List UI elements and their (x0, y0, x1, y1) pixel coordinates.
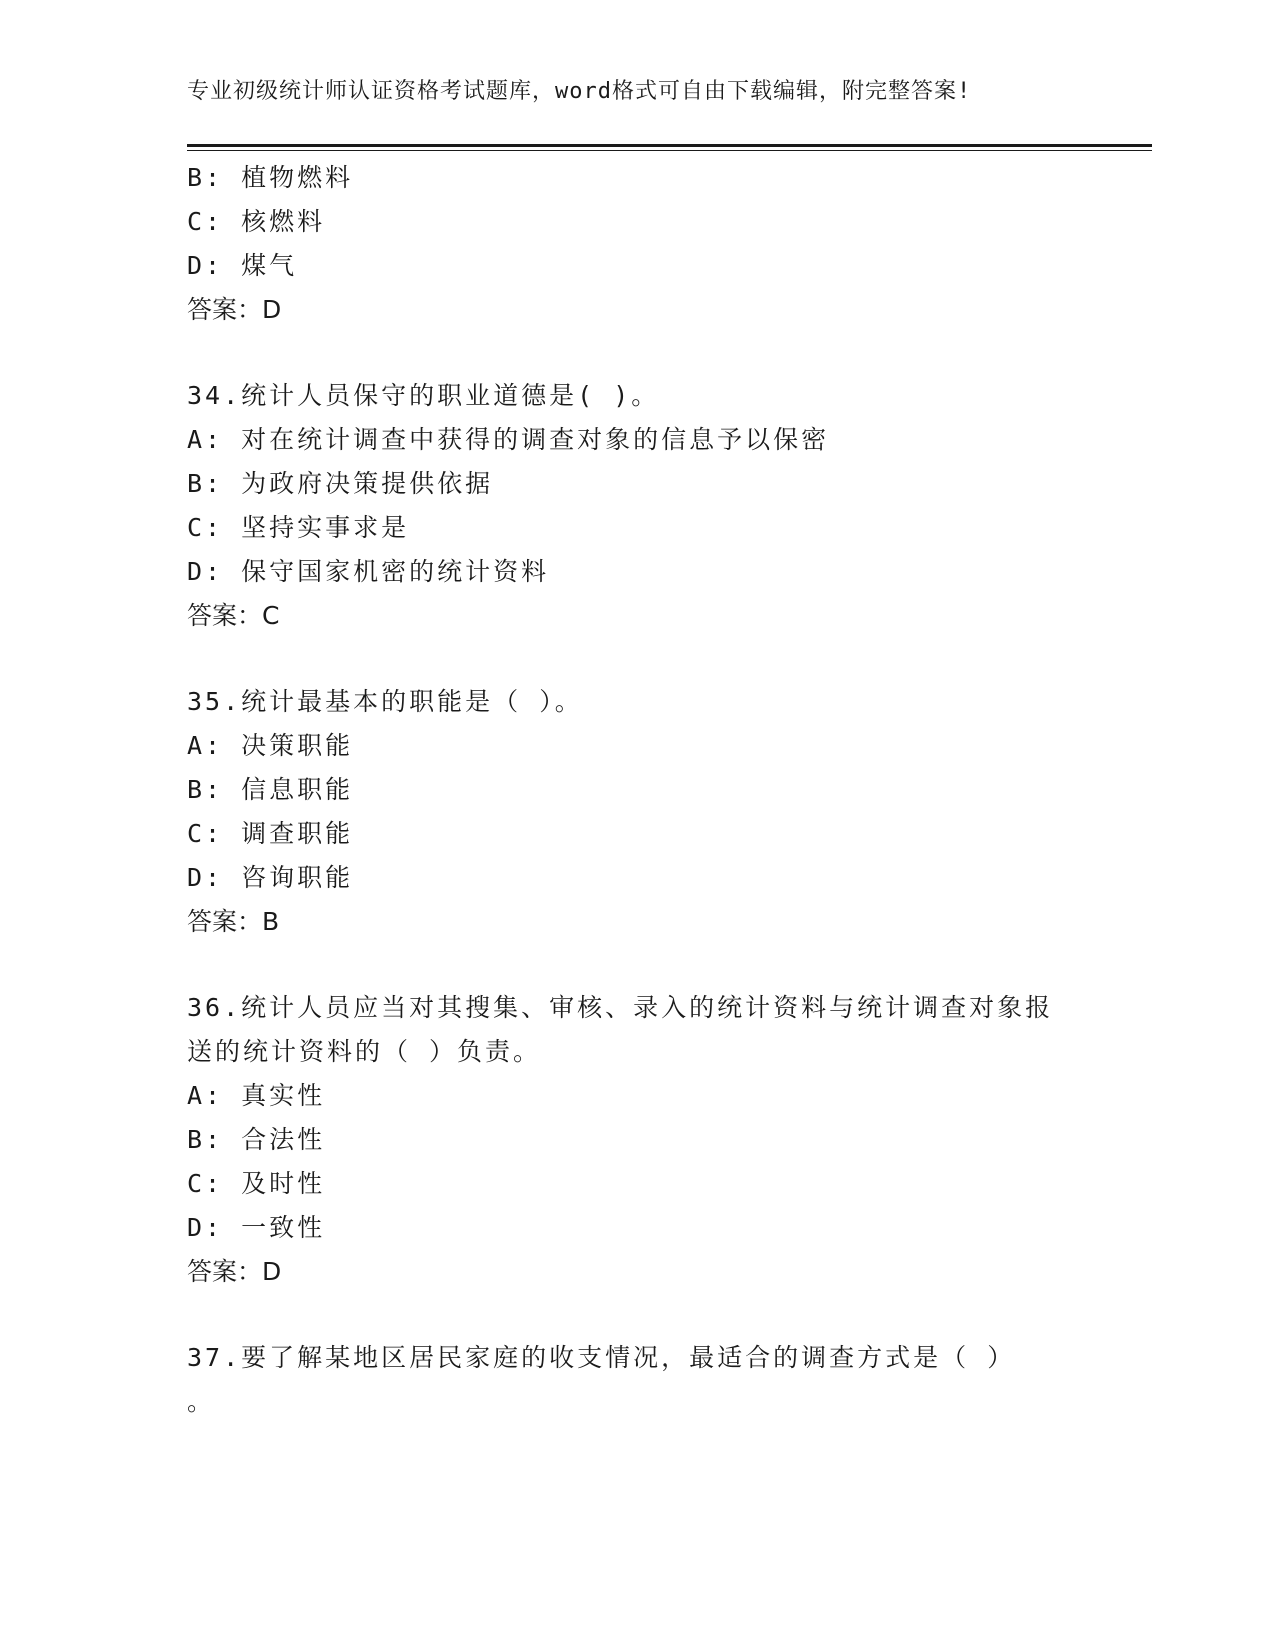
q34-answer: 答案：C (187, 601, 280, 630)
q35-option-d: D: 咨询职能 (187, 863, 354, 892)
q34-option-a: A: 对在统计调查中获得的调查对象的信息予以保密 (187, 425, 830, 454)
q36-answer: 答案：D (187, 1257, 282, 1286)
q35-option-a: A: 决策职能 (187, 731, 354, 760)
header-rule-thin (187, 150, 1152, 151)
q35-answer: 答案：B (187, 907, 280, 936)
q35-option-c: C: 调查职能 (187, 819, 354, 848)
q34-option-d: D: 保守国家机密的统计资料 (187, 557, 550, 586)
q36-question-line2: 送的统计资料的（ ）负责。 (187, 1037, 542, 1066)
q33-option-b: B: 植物燃料 (187, 163, 354, 192)
q36-option-d: D: 一致性 (187, 1213, 326, 1242)
q36-option-a: A: 真实性 (187, 1081, 326, 1110)
q33-answer: 答案：D (187, 295, 282, 324)
page-header: 专业初级统计师认证资格考试题库，word格式可自由下载编辑，附完整答案! (187, 79, 972, 104)
q35-question: 35.统计最基本的职能是（ ）。 (187, 687, 583, 716)
q36-question-line1: 36.统计人员应当对其搜集、审核、录入的统计资料与统计调查对象报 (187, 993, 1054, 1022)
header-rule-thick (187, 144, 1152, 147)
q34-question: 34.统计人员保守的职业道德是( )。 (187, 381, 660, 410)
q36-option-b: B: 合法性 (187, 1125, 326, 1154)
q34-option-b: B: 为政府决策提供依据 (187, 469, 494, 498)
q33-option-d: D: 煤气 (187, 251, 298, 280)
q33-option-c: C: 核燃料 (187, 207, 326, 236)
q36-option-c: C: 及时性 (187, 1169, 326, 1198)
q37-question-line2: 。 (187, 1387, 216, 1416)
q35-option-b: B: 信息职能 (187, 775, 354, 804)
q37-question-line1: 37.要了解某地区居民家庭的收支情况，最适合的调查方式是（ ） (187, 1343, 1016, 1372)
q34-option-c: C: 坚持实事求是 (187, 513, 410, 542)
